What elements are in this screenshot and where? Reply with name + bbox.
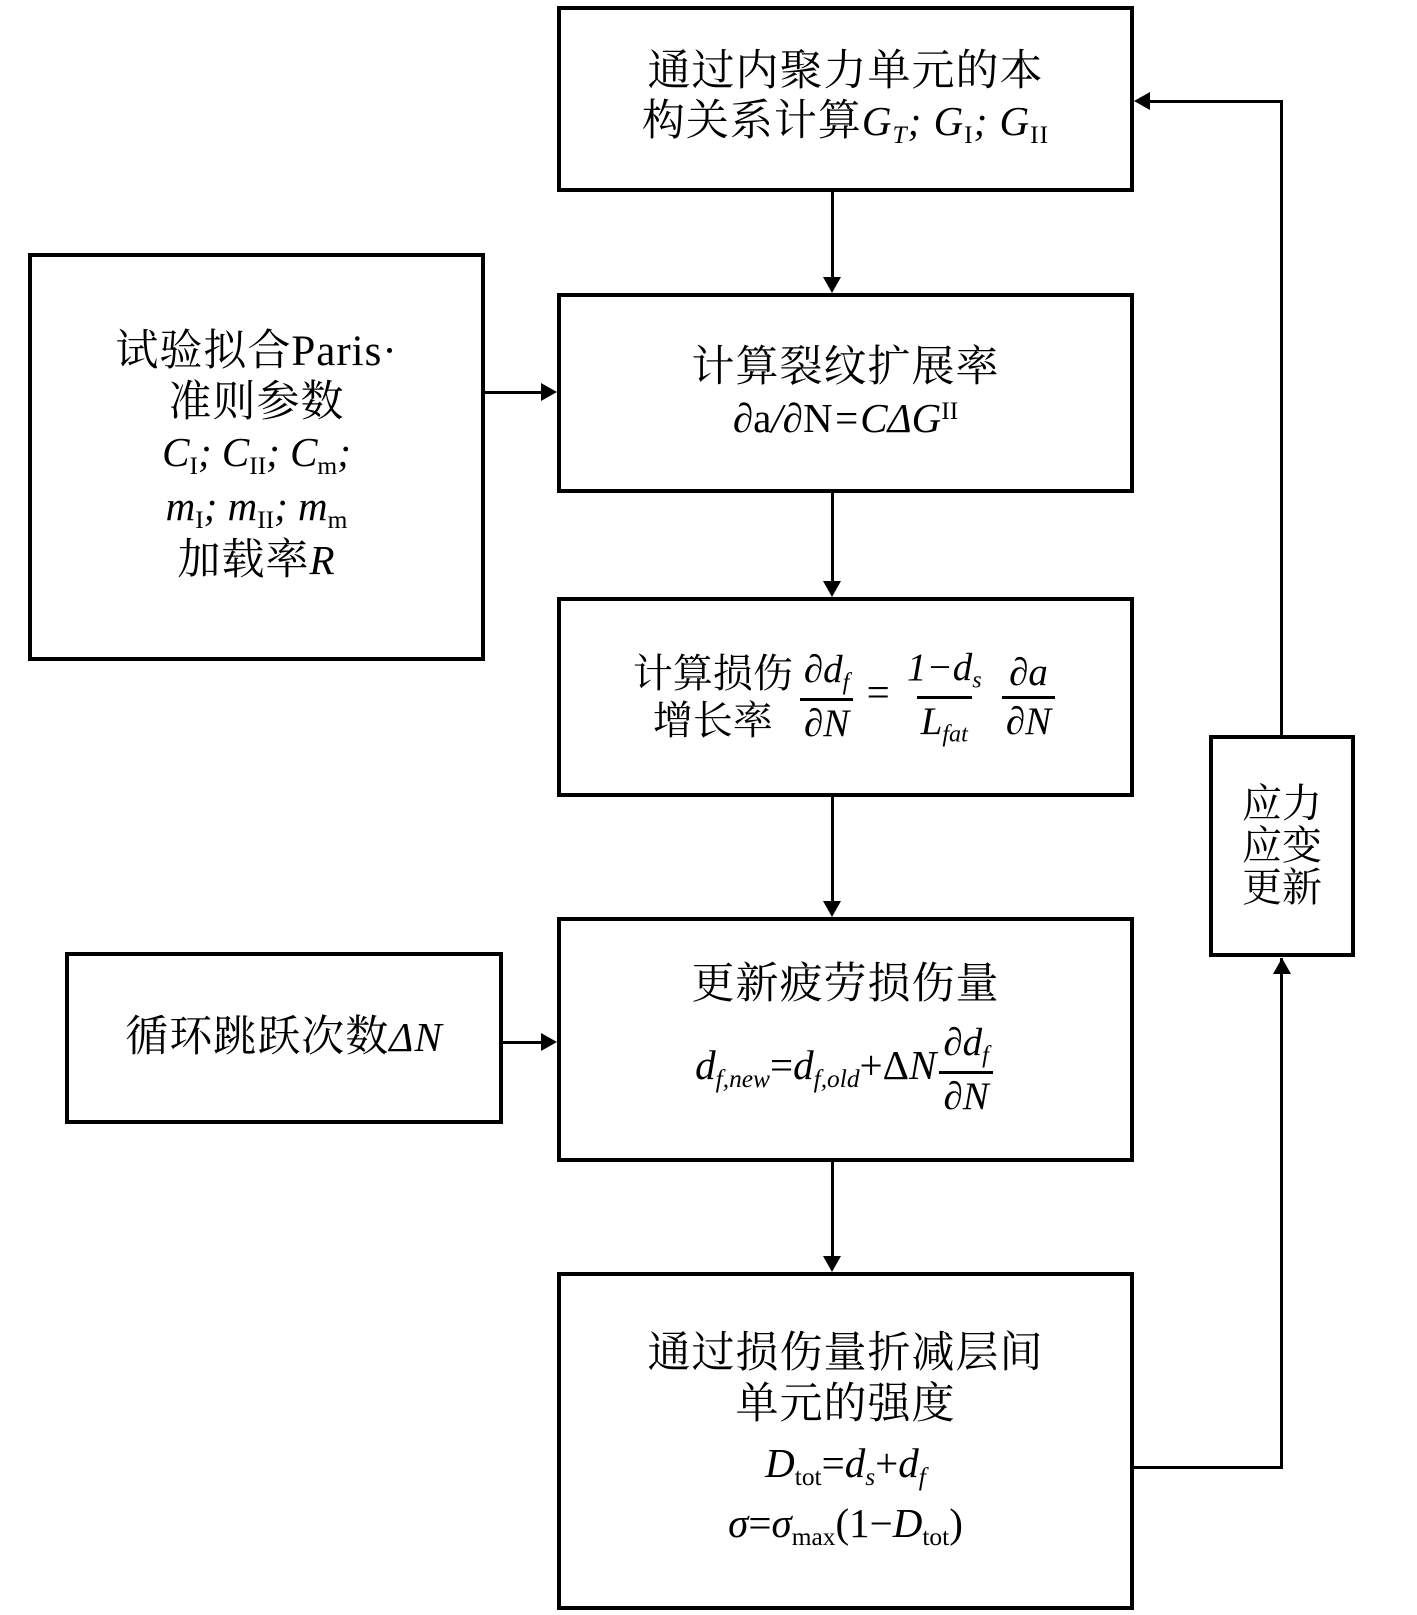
connector-updatedamage-to-reducestrength xyxy=(831,1162,834,1256)
node-update-fatigue-damage xyxy=(557,917,1134,1162)
update-damage-formula: $d_{f,new}=d_{f,old}+\Delta N$ $\frac{\partial d_f}{\partial N}$ xyxy=(695,1020,996,1119)
crack-rate-formula: $\partial a/\partial N=C\Delta G^{II}$ xyxy=(732,395,959,442)
reduce-strength-line2: 单元的强度 xyxy=(735,1380,956,1428)
crack-rate-label: 计算裂纹扩展率 xyxy=(691,344,1000,392)
node-damage-growth-rate xyxy=(557,597,1134,797)
connector-damagerate-to-updatedamage xyxy=(831,797,834,901)
feedback-line-right-vertical-lower xyxy=(1280,958,1283,1469)
reduce-strength-line1: 通过损伤量折减层间 xyxy=(647,1330,1044,1378)
damage-rate-formula: $\frac{\partial d_f}{\partial N}$ = $\frac{1-d_s}{L_{fat}}$ $\frac{\partial a}{\partial N}$ xyxy=(797,645,1058,748)
feedback-line-top-horizontal xyxy=(1150,100,1283,103)
node-reduce-interface-strength xyxy=(557,1272,1134,1610)
damage-rate-label: 计算损伤 增长率 xyxy=(632,650,793,743)
arrowhead-updatedamage-to-reducestrength xyxy=(823,1256,841,1272)
paris-line5: 加载率R xyxy=(177,537,336,585)
paris-line3: $C_I$; $C_{II}$; $C_m$; xyxy=(162,429,351,481)
stress-update-label: 应力 应变 更新 xyxy=(1242,781,1322,910)
node-cycle-jump-count xyxy=(65,952,503,1124)
paris-line1: 试验拟合Paris· xyxy=(115,327,398,375)
arrowhead-into-compute-g xyxy=(1134,92,1150,110)
connector-paris-to-crackrate xyxy=(485,391,541,394)
arrowhead-cyclejump-to-updatedamage xyxy=(541,1033,557,1051)
connector-g-to-crackrate xyxy=(831,192,834,277)
paris-line4: $m_I$; $m_{II}$; $m_m$ xyxy=(165,483,348,535)
connector-crackrate-to-damagerate xyxy=(831,493,834,581)
arrowhead-damagerate-to-updatedamage xyxy=(823,901,841,917)
arrowhead-paris-to-crackrate xyxy=(541,383,557,401)
node-crack-growth-rate xyxy=(557,293,1134,493)
node-paris-parameters xyxy=(28,253,485,661)
cycle-jump-label: 循环跳跃次数ΔN xyxy=(125,1013,443,1061)
node-compute-energy-release-rate xyxy=(557,6,1134,192)
paris-line2: 准则参数 xyxy=(168,378,345,426)
node-stress-strain-update xyxy=(1209,735,1355,957)
node-compute-g-line2: 构关系计算$G_T$; $G_I$; $G_{II}$ xyxy=(641,98,1050,150)
feedback-line-right-vertical-upper xyxy=(1280,100,1283,737)
connector-cyclejump-to-updatedamage xyxy=(503,1041,541,1044)
feedback-line-bottom-horizontal xyxy=(1134,1466,1283,1469)
update-damage-label: 更新疲劳损伤量 xyxy=(691,960,1000,1008)
arrowhead-g-to-crackrate xyxy=(823,277,841,293)
node-compute-g-line1: 通过内聚力单元的本 xyxy=(647,47,1044,95)
reduce-strength-formula1: $D_{tot}=d_s+d_f$ xyxy=(765,1439,926,1491)
arrowhead-crackrate-to-damagerate xyxy=(823,581,841,597)
reduce-strength-formula2: $\sigma=\sigma_{max}(1-D_{tot})$ xyxy=(728,1499,963,1551)
arrowhead-into-stress-update xyxy=(1273,958,1291,974)
